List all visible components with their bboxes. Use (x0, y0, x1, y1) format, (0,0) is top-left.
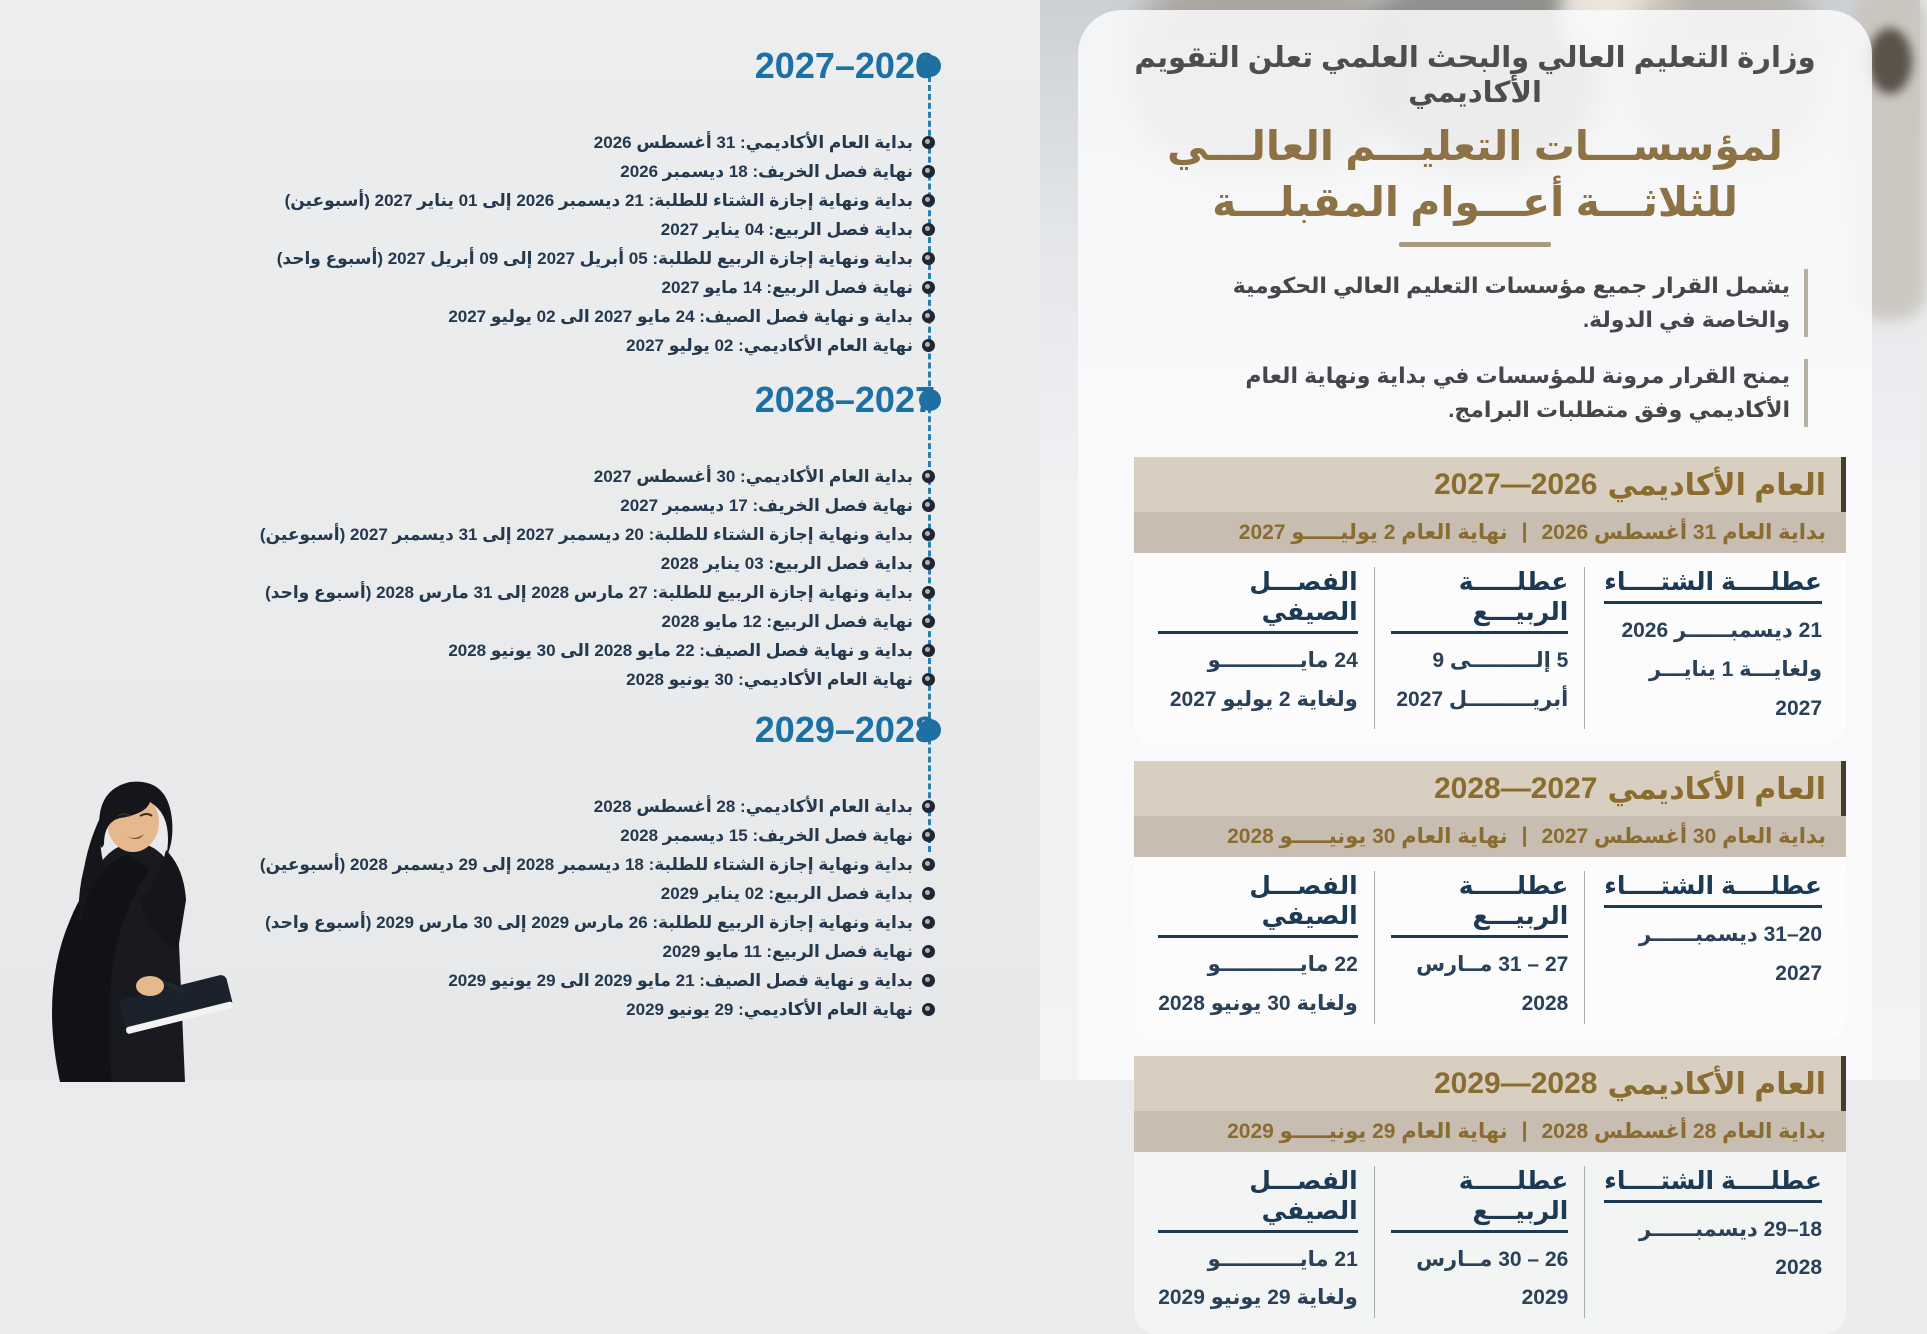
clock-bullet-icon (922, 858, 935, 871)
card-title-years: 2027—2028 (1433, 771, 1598, 805)
holiday-column-line: 21 ديسمبــــــر 2026 (1621, 619, 1822, 643)
holiday-column-title: عطلـــــة الربيـــع (1391, 567, 1569, 634)
timeline-item (260, 491, 935, 520)
card-title-label: العام الأكاديمي (1607, 1067, 1826, 1101)
ministry-announcement-line: وزارة التعليم العالي والبحث العلمي تعلن التقويم الأكاديمي (1134, 42, 1816, 109)
holiday-column-title: عطلـــــة الربيـــع (1391, 1166, 1569, 1233)
clock-bullet-icon (922, 470, 935, 483)
timeline-item (260, 520, 935, 549)
timeline-item-text: بداية فصل الربيع: 02 يناير 2029 (660, 883, 913, 903)
holiday-column-line: 5 إلـــــــــى 9 (1432, 649, 1569, 673)
holiday-column-title: الفصـــل الصيفي (1158, 871, 1358, 938)
timeline-item (277, 186, 935, 215)
clock-bullet-icon (922, 281, 935, 294)
holiday-column-line: ولغاية 30 يونيو 2028 (1158, 991, 1358, 1015)
clock-bullet-icon (922, 673, 935, 686)
clock-bullet-icon (922, 194, 935, 207)
holiday-column-line: ولغايـــة 1 ينايـــر 2027 (1648, 658, 1822, 721)
timeline-item-text: نهاية فصل الخريف: 15 ديسمبر 2028 (620, 825, 913, 845)
card-columns (1134, 1152, 1846, 1334)
holiday-column-title: عطلــــة الشتــــاء (1604, 567, 1822, 604)
clock-bullet-icon (922, 557, 935, 570)
timeline-item-text: بداية العام الأكاديمي: 31 أغسطس 2026 (593, 132, 913, 152)
holiday-column-line: ولغاية 2 يوليو 2027 (1169, 688, 1358, 712)
timeline-items (260, 792, 935, 1024)
holiday-column-line: 18–29 ديسمبــــــر 2028 (1638, 1217, 1822, 1280)
student-photo (0, 750, 250, 1080)
holiday-column-line: ولغاية 29 يونيو 2029 (1158, 1286, 1358, 1310)
timeline-item-text: نهاية فصل الربيع: 14 مايو 2027 (661, 277, 913, 297)
holiday-column (1375, 1166, 1586, 1319)
timeline-item (277, 273, 935, 302)
holiday-column-title: الفصـــل الصيفي (1158, 567, 1358, 634)
timeline-item (277, 244, 935, 273)
timeline-item-text: بداية ونهاية إجازة الربيع للطلبة: 27 مارس 2028 إلى 31 مارس 2028 (أسبوع واحد) (265, 582, 913, 602)
timeline-item (260, 850, 935, 879)
card-title-years: 2028—2029 (1433, 1066, 1598, 1100)
card-subtitle-separator: | (1521, 520, 1528, 544)
holiday-column-title: الفصـــل الصيفي (1158, 1166, 1358, 1233)
timeline-item (260, 908, 935, 937)
clock-bullet-icon (922, 644, 935, 657)
timeline-item (260, 607, 935, 636)
timeline-section (277, 44, 935, 360)
clock-bullet-icon (922, 615, 935, 628)
timeline-item (260, 665, 935, 694)
timeline-item-text: نهاية فصل الربيع: 12 مايو 2028 (661, 611, 913, 631)
clock-bullet-icon (922, 916, 935, 929)
timeline-item-text: نهاية العام الأكاديمي: 02 يوليو 2027 (626, 335, 913, 355)
timeline-item (260, 462, 935, 491)
holiday-column-line: 24 مايـــــــــــو (1207, 649, 1358, 673)
intro-paragraph-scope: يشمل القرار جميع مؤسسات التعليم العالي الحكومية والخاصة في الدولة. (1148, 269, 1808, 337)
clock-bullet-icon (922, 223, 935, 236)
timeline-year-heading (260, 378, 935, 422)
timeline-item (260, 636, 935, 665)
timeline-item (260, 792, 935, 821)
timeline-item-text: بداية ونهاية إجازة الشتاء للطلبة: 20 ديسمبر 2027 إلى 31 ديسمبر 2027 (أسبوعين) (259, 524, 913, 544)
timeline-item-text: بداية ونهاية إجازة الربيع للطلبة: 26 مارس 2029 إلى 30 مارس 2029 (أسبوع واحد) (265, 912, 913, 932)
holiday-column-line: 22 مايـــــــــــو (1207, 952, 1358, 976)
clock-bullet-icon (922, 252, 935, 265)
timeline-item-text: نهاية فصل الربيع: 11 مايو 2029 (662, 941, 913, 961)
clock-bullet-icon (922, 829, 935, 842)
clock-bullet-icon (922, 945, 935, 958)
clock-bullet-icon (922, 136, 935, 149)
timeline-item-text: بداية و نهاية فصل الصيف: 24 مايو 2027 الى 02 يوليو 2027 (448, 306, 913, 326)
timeline-year-label: 2026–2027 (754, 45, 935, 86)
holiday-column-title: عطلــــة الشتــــاء (1604, 871, 1822, 908)
timeline-items (277, 128, 935, 360)
timeline-item-text: نهاية فصل الخريف: 18 ديسمبر 2026 (620, 161, 913, 181)
holiday-column (1142, 1166, 1375, 1319)
timeline-item-text: بداية فصل الربيع: 04 يناير 2027 (660, 219, 913, 239)
timeline-item (260, 937, 935, 966)
card-title-label: العام الأكاديمي (1607, 469, 1826, 503)
clock-bullet-icon (922, 887, 935, 900)
clock-bullet-icon (922, 165, 935, 178)
holiday-column-line: 27 – 31 مــارس 2028 (1416, 952, 1569, 1015)
timeline-item-text: بداية و نهاية فصل الصيف: 21 مايو 2029 الى 29 يونيو 2029 (448, 970, 913, 990)
timeline-item-text: بداية ونهاية إجازة الشتاء للطلبة: 21 ديسمبر 2026 إلى 01 يناير 2027 (أسبوعين) (284, 190, 913, 210)
holiday-column-title: عطلــــة الشتــــاء (1604, 1166, 1822, 1203)
timeline-items (260, 462, 935, 694)
timeline-item (277, 302, 935, 331)
holiday-column-line: 26 – 30 مــارس 2029 (1416, 1247, 1569, 1310)
clock-bullet-icon (922, 310, 935, 323)
timeline-item (260, 578, 935, 607)
timeline-item (277, 331, 935, 360)
timeline-item (277, 128, 935, 157)
card-start-date: بداية العام 31 أغسطس 2026 (1541, 521, 1826, 545)
timeline-item-text: نهاية فصل الخريف: 17 ديسمبر 2027 (620, 495, 913, 515)
card-start-date: بداية العام 30 أغسطس 2027 (1541, 824, 1826, 848)
clock-bullet-icon (922, 586, 935, 599)
timeline-item-text: بداية العام الأكاديمي: 30 أغسطس 2027 (593, 466, 913, 486)
timeline-item-text: بداية ونهاية إجازة الربيع للطلبة: 05 أبريل 2027 إلى 09 أبريل 2027 (أسبوع واحد) (276, 248, 913, 268)
timeline-item (260, 549, 935, 578)
card-end-date: نهاية العام 30 يونيـــــو 2028 (1227, 824, 1508, 848)
timeline-item-text: نهاية العام الأكاديمي: 29 يونيو 2029 (626, 999, 913, 1019)
holiday-column (1585, 1166, 1838, 1319)
title-line-three-years: للثلاثـــة أعـــوام المقبلـــة (1212, 179, 1738, 225)
timeline-year-heading (277, 44, 935, 88)
timeline-item-text: بداية ونهاية إجازة الشتاء للطلبة: 18 ديسمبر 2028 إلى 29 ديسمبر 2028 (أسبوعين) (259, 854, 913, 874)
card-subtitle-separator: | (1521, 823, 1528, 847)
timeline-item (260, 879, 935, 908)
timeline-section (260, 378, 935, 694)
timeline-year-label: 2027–2028 (754, 379, 935, 420)
title-line-institutions: لمؤسســـات التعليـــم العالـــي (1167, 123, 1783, 169)
holiday-column-line: 21 مايـــــــــــو (1207, 1247, 1358, 1271)
card-title-label: العام الأكاديمي (1607, 772, 1826, 806)
timeline-item-text: بداية فصل الربيع: 03 يناير 2028 (660, 553, 913, 573)
timeline-item (277, 215, 935, 244)
clock-bullet-icon (922, 499, 935, 512)
timeline-year-label: 2028–2029 (754, 709, 935, 750)
card-subtitle-separator: | (1521, 1118, 1528, 1142)
timeline-item (260, 995, 935, 1024)
card-subtitle-band (1134, 1111, 1846, 1152)
intro-paragraph-flexibility: يمنح القرار مرونة للمؤسسات في بداية ونهاية العام الأكاديمي وفق متطلبات البرامج. (1148, 359, 1808, 427)
timeline-year-heading (260, 708, 935, 752)
clock-bullet-icon (922, 1003, 935, 1016)
card-title-years: 2026—2027 (1433, 468, 1598, 502)
card-end-date: نهاية العام 29 يونيـــــو 2029 (1227, 1119, 1508, 1143)
timeline-item-text: نهاية العام الأكاديمي: 30 يونيو 2028 (626, 669, 913, 689)
card-end-date: نهاية العام 2 يوليـــــو 2027 (1238, 521, 1508, 545)
holiday-column-title: عطلـــــة الربيـــع (1391, 871, 1569, 938)
clock-bullet-icon (922, 339, 935, 352)
timeline-section (260, 708, 935, 1024)
card-start-date: بداية العام 28 أغسطس 2028 (1541, 1119, 1826, 1143)
holiday-column-line: أبريـــــــــل 2027 (1396, 688, 1569, 712)
clock-bullet-icon (922, 800, 935, 813)
academic-year-card (1134, 1056, 1846, 1334)
timeline-item-text: بداية و نهاية فصل الصيف: 22 مايو 2028 الى 30 يونيو 2028 (448, 640, 913, 660)
clock-bullet-icon (922, 528, 935, 541)
timeline-item (260, 966, 935, 995)
timeline-item (277, 157, 935, 186)
clock-bullet-icon (922, 974, 935, 987)
timeline-item (260, 821, 935, 850)
holiday-column-line: 20–31 ديسمبــــــر 2027 (1638, 922, 1822, 985)
timeline-item-text: بداية العام الأكاديمي: 28 أغسطس 2028 (593, 796, 913, 816)
